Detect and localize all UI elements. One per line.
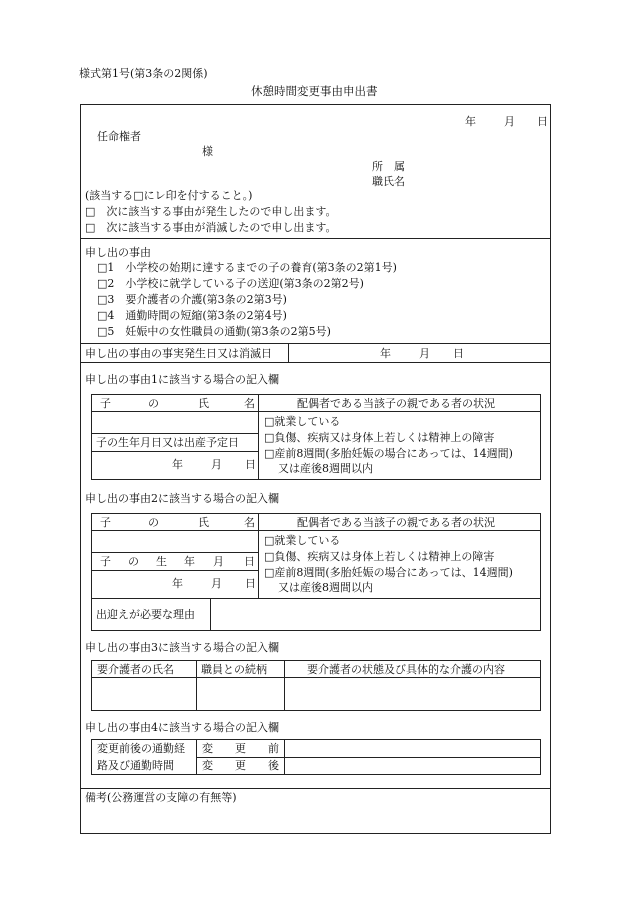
s3-relation-field[interactable] xyxy=(197,678,283,710)
s2-pickup-field[interactable] xyxy=(211,599,540,630)
fact-date-field[interactable] xyxy=(289,344,551,362)
fact-date-day: 日 xyxy=(453,347,464,360)
s2-day: 日 xyxy=(245,577,256,590)
s3-col1: 要介護者の氏名 xyxy=(97,663,174,676)
date-month: 月 xyxy=(504,115,515,128)
s2-birth-field[interactable] xyxy=(93,571,257,597)
s1-birth-field[interactable] xyxy=(93,452,257,478)
section2-heading: 申し出の事由2に該当する場合の記入欄 xyxy=(85,492,279,505)
s4-label-2: 路及び通勤時間 xyxy=(97,759,174,772)
s1-birth-label: 子の生年月日又は出産予定日 xyxy=(96,436,239,449)
sama-label: 様 xyxy=(202,145,213,158)
s1-day: 日 xyxy=(245,458,256,471)
s2-birth-4: 年 xyxy=(184,555,195,568)
s2-birth-3: 生 xyxy=(156,555,167,568)
s2-birth-6: 日 xyxy=(244,555,255,568)
s1-child-name-4: 名 xyxy=(244,397,255,410)
reason-item-4[interactable]: □4 通勤時間の短縮(第3条の2第4号) xyxy=(97,309,287,322)
option-ended[interactable]: □ 次に該当する事由が消滅したので申し出ます。 xyxy=(85,221,337,234)
section2-table xyxy=(91,513,541,631)
s4-after-field[interactable] xyxy=(285,758,540,774)
s1-status-3-cont: 又は産後8週間以内 xyxy=(278,462,373,475)
affiliation-label: 所 属 xyxy=(372,160,405,173)
reason-item-2[interactable]: □2 小学校に就学している子の送迎(第3条の2第2号) xyxy=(97,277,364,290)
s2-birth-2: の xyxy=(128,555,139,568)
s2-status-2[interactable]: □負傷、疾病又は身体上若しくは精神上の障害 xyxy=(264,550,495,563)
form-title: 休憩時間変更事由申出書 xyxy=(251,84,378,98)
s1-status-3[interactable]: □産前8週間(多胎妊娠の場合にあっては、14週間) xyxy=(264,447,513,460)
form-number: 様式第1号(第3条の2関係) xyxy=(79,67,208,80)
s1-status-1[interactable]: □就業している xyxy=(264,415,341,428)
remarks-label: 備考(公務運営の支障の有無等) xyxy=(85,791,237,804)
s1-child-name-2: の xyxy=(148,397,159,410)
date-year: 年 xyxy=(465,115,476,128)
s1-status-2[interactable]: □負傷、疾病又は身体上若しくは精神上の障害 xyxy=(264,431,495,444)
s4-before-label: 変 更 前 xyxy=(202,742,279,755)
s2-child-name-field[interactable] xyxy=(93,531,257,551)
section4-heading: 申し出の事由4に該当する場合の記入欄 xyxy=(85,721,279,734)
affiliation-field[interactable] xyxy=(416,157,536,173)
fact-date-month: 月 xyxy=(419,347,430,360)
s4-after-label: 変 更 後 xyxy=(202,759,279,772)
fact-date-year: 年 xyxy=(380,347,391,360)
fact-date-label: 申し出の事由の事実発生日又は消滅日 xyxy=(85,347,272,360)
s2-child-name-1: 子 xyxy=(100,516,111,529)
name-label: 職氏名 xyxy=(372,175,405,188)
date-day: 日 xyxy=(537,115,548,128)
reason-item-5[interactable]: □5 妊娠中の女性職員の通勤(第3条の2第5号) xyxy=(97,325,331,338)
s3-name-field[interactable] xyxy=(93,678,195,710)
s3-care-field[interactable] xyxy=(285,678,540,710)
appointer-label: 任命権者 xyxy=(97,130,141,143)
date-field[interactable] xyxy=(461,110,549,130)
option-occurred[interactable]: □ 次に該当する事由が発生したので申し出ます。 xyxy=(85,205,337,218)
s1-child-name-1: 子 xyxy=(100,397,111,410)
instruction-text: (該当する□にレ印を付すること。) xyxy=(85,189,253,202)
s4-before-field[interactable] xyxy=(285,741,540,757)
s2-month: 月 xyxy=(211,577,222,590)
section1-heading: 申し出の事由1に該当する場合の記入欄 xyxy=(85,373,279,386)
s2-child-name-2: の xyxy=(148,516,159,529)
section1-table xyxy=(91,394,541,480)
s2-birth-5: 月 xyxy=(213,555,224,568)
s3-col3: 要介護者の状態及び具体的な介護の内容 xyxy=(307,663,505,676)
section4-table xyxy=(91,739,541,775)
s2-spouse-header: 配偶者である当該子の親である者の状況 xyxy=(297,516,495,529)
reason-item-1[interactable]: □1 小学校の始期に達するまでの子の養育(第3条の2第1号) xyxy=(97,261,397,274)
s2-pickup-label: 出迎えが必要な理由 xyxy=(96,608,195,621)
remarks-field[interactable] xyxy=(82,805,549,832)
s3-col2: 職員との続柄 xyxy=(201,663,267,676)
s1-child-name-field[interactable] xyxy=(93,412,257,432)
s2-birth-1: 子 xyxy=(100,555,111,568)
s2-status-3[interactable]: □産前8週間(多胎妊娠の場合にあっては、14週間) xyxy=(264,566,513,579)
s1-spouse-header: 配偶者である当該子の親である者の状況 xyxy=(297,397,495,410)
section3-table xyxy=(91,660,541,711)
s2-year: 年 xyxy=(172,577,183,590)
s1-month: 月 xyxy=(211,458,222,471)
s2-status-3-cont: 又は産後8週間以内 xyxy=(278,581,373,594)
s1-child-name-3: 氏 xyxy=(198,397,209,410)
s2-child-name-3: 氏 xyxy=(198,516,209,529)
reason-item-3[interactable]: □3 要介護者の介護(第3条の2第3号) xyxy=(97,293,287,306)
s2-status-1[interactable]: □就業している xyxy=(264,534,341,547)
s4-label-1: 変更前後の通勤経 xyxy=(97,742,185,755)
name-field[interactable] xyxy=(416,172,536,188)
form-frame xyxy=(80,104,551,834)
s2-child-name-4: 名 xyxy=(244,516,255,529)
section3-heading: 申し出の事由3に該当する場合の記入欄 xyxy=(85,641,279,654)
s1-year: 年 xyxy=(172,458,183,471)
reasons-heading: 申し出の事由 xyxy=(85,246,151,259)
